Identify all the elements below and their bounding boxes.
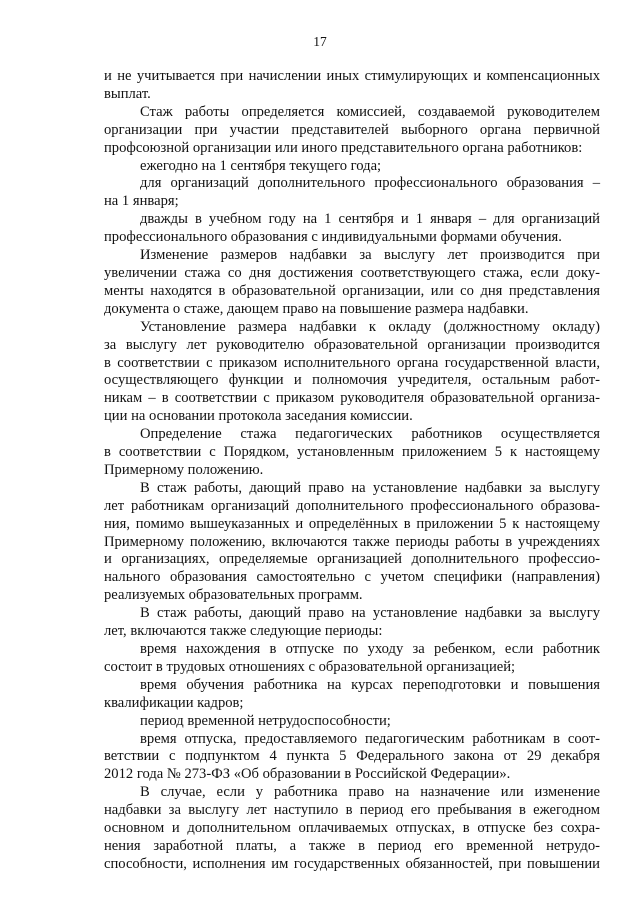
text-line: увеличении стажа со дня достижения соответствующего стажа, если доку-: [104, 264, 600, 281]
text-line: Стаж работы определяется комиссией, создаваемой руководителем: [140, 103, 600, 120]
text-line: В случае, если у работника право на назначение или изменение: [140, 784, 600, 801]
text-line: нения заработной платы, а также в период его временной нетрудо-: [104, 837, 600, 854]
paragraph: [104, 158, 600, 176]
text-line: для организаций дополнительного профессионального образования –: [140, 175, 600, 192]
text-line: ции на основании протокола заседания комиссии.: [104, 408, 413, 425]
text-line: в соответствии с Порядком, установленным приложением 5 к настоящему: [104, 444, 600, 461]
paragraph: [104, 426, 600, 480]
text-line: лет, включаются также следующие периоды:: [104, 623, 383, 640]
text-line: нального образования самостоятельно с учетом специфики (направления): [104, 569, 600, 586]
paragraph: [104, 319, 600, 426]
text-line: Примерному положению, включаются также периоды работы в учреждениях: [104, 533, 600, 550]
paragraph: [104, 677, 600, 713]
paragraph: [104, 605, 600, 641]
text-line: реализуемых образовательных программ.: [104, 587, 363, 604]
paragraph: [104, 731, 600, 785]
text-line: Примерному положению.: [104, 461, 264, 478]
paragraph: [104, 211, 600, 247]
paragraph: [104, 175, 600, 211]
text-line: Изменение размеров надбавки за выслугу лет производится при: [140, 247, 600, 264]
text-line: время отпуска, предоставляемого педагогическим работникам в соот-: [140, 730, 600, 747]
text-line: квалификации кадров;: [104, 694, 244, 711]
text-line: никам – в соответствии с приказом руководителя образовательной организа-: [104, 390, 600, 407]
text-line: за выслугу лет руководителю образовательной организации производится: [104, 336, 600, 353]
paragraph: [104, 68, 600, 104]
text-line: Определение стажа педагогических работников осуществляется: [140, 426, 600, 443]
text-line: надбавки за выслугу лет наступило в период его пребывания в ежегодном: [104, 802, 600, 819]
paragraph: [104, 784, 600, 874]
text-line: основном и дополнительном оплачиваемых отпусках, в отпуске без сохра-: [104, 820, 600, 837]
text-line: время нахождения в отпуске по уходу за ребенком, если работник: [140, 641, 600, 657]
text-line: и организациях, определяемые организацией дополнительного профессио-: [104, 551, 600, 568]
text-line: профсоюзной организации или иного представительного органа работников:: [104, 139, 583, 156]
text-line: В стаж работы, дающий право на установление надбавки за выслугу: [140, 605, 600, 622]
text-line: ветствии с подпунктом 4 пункта 5 Федерального закона от 29 декабря: [104, 748, 600, 765]
text-line: на 1 января;: [104, 193, 179, 210]
paragraph: [104, 480, 600, 605]
text-line: лет работникам организаций дополнительного профессионального образова-: [104, 497, 600, 514]
text-line: ежегодно на 1 сентября текущего года;: [140, 157, 382, 174]
text-line: способности, исполнения им государственных обязанностей, при повышении: [104, 855, 600, 872]
text-line: документа о стаже, дающем право на повышение размера надбавки.: [104, 300, 529, 317]
document-body: [104, 68, 600, 874]
page-number: 17: [313, 34, 327, 49]
text-line: и не учитывается при начислении иных стимулирующих и компенсационных: [104, 68, 600, 84]
text-line: дважды в учебном году на 1 сентября и 1 января – для организаций: [140, 211, 600, 228]
text-line: профессионального образования с индивидуальными формами обучения.: [104, 229, 562, 246]
text-line: состоит в трудовых отношениях с образовательной организацией;: [104, 658, 516, 675]
text-line: менты находятся в образовательной организации, или со дня представления: [104, 282, 600, 299]
text-line: осуществляющего функции и полномочия учредителя, остальным работ-: [104, 372, 600, 389]
text-line: выплат.: [104, 85, 151, 102]
paragraph: [104, 104, 600, 158]
text-line: время обучения работника на курсах переподготовки и повышения: [140, 676, 600, 693]
text-line: в соответствии с приказом исполнительного органа государственной власти,: [104, 354, 600, 371]
text-line: В стаж работы, дающий право на установление надбавки за выслугу: [140, 479, 600, 496]
paragraph: [104, 247, 600, 319]
text-line: 2012 года № 273-ФЗ «Об образовании в Российской Федерации».: [104, 766, 511, 783]
paragraph: [104, 713, 600, 731]
text-line: организации при участии представителей выборного органа первичной: [104, 121, 600, 138]
text-line: Установление размера надбавки к окладу (должностному окладу): [140, 318, 600, 335]
text-line: ния, помимо вышеуказанных и определённых в приложении 5 к настоящему: [104, 515, 600, 532]
paragraph: [104, 641, 600, 677]
text-line: период временной нетрудоспособности;: [140, 712, 391, 729]
